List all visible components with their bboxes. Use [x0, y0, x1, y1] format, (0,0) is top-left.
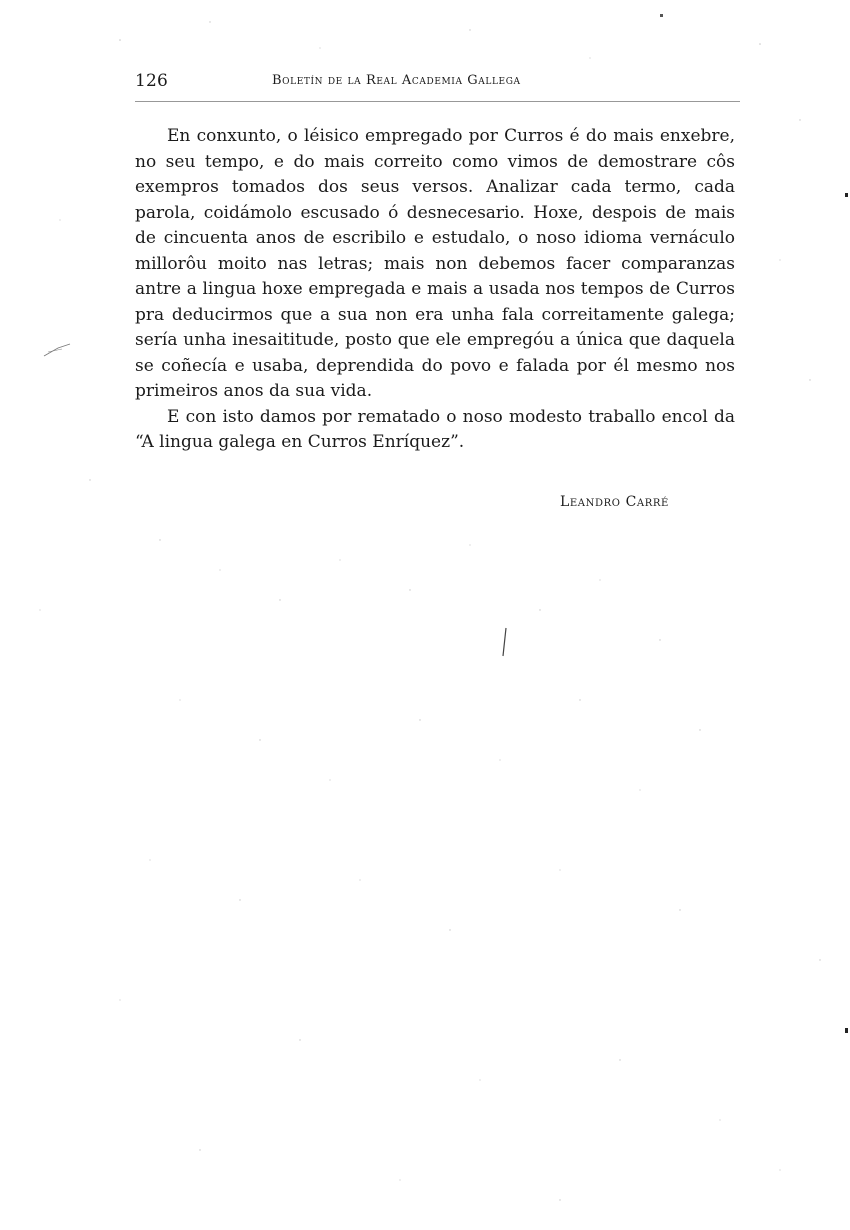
body-text — [135, 124, 735, 456]
vertical-stroke-mark — [503, 628, 506, 656]
running-head — [135, 71, 735, 93]
paragraph-2: E con isto damos por rematado o noso modesto traballo encol da “A lingua galega en Curros Enríquez”. — [135, 406, 735, 452]
edge-mark-top — [845, 193, 848, 197]
paragraph-1: En conxunto, o léisico empregado por Curros é do mais enxebre, no seu tempo, e do mais correito como vimos de demostrare côs exempros tomados dos seus versos. Analizar cada termo, cada parola, coidámolo escusado ó desnecesario. Hoxe, despois de mais de cincuenta anos de escribilo e estudalo, o noso idioma vernáculo millorôu moito nas letras; mais non debemos facer comparanzas antre a lingua hoxe empregada e mais a usada nos tempos de Curros pra deducirmos que a sua non era unha fala correitamente galega; sería unha inesaititude, posto que ele empregóu a única que daquela se coñecía e usaba, deprendida do povo e falada por él mesmo nos primeiros anos da sua vida. — [135, 126, 735, 401]
margin-pen-mark-2 — [48, 349, 62, 352]
header-rule — [135, 101, 740, 102]
corner-speck — [660, 14, 663, 17]
edge-mark-bottom — [845, 1028, 848, 1033]
page-number: 126 — [135, 71, 169, 91]
journal-title: Boletín de la Real Academia Gallega — [272, 73, 521, 88]
author-signature: Leandro Carré — [560, 494, 669, 510]
margin-pen-mark — [44, 344, 70, 356]
